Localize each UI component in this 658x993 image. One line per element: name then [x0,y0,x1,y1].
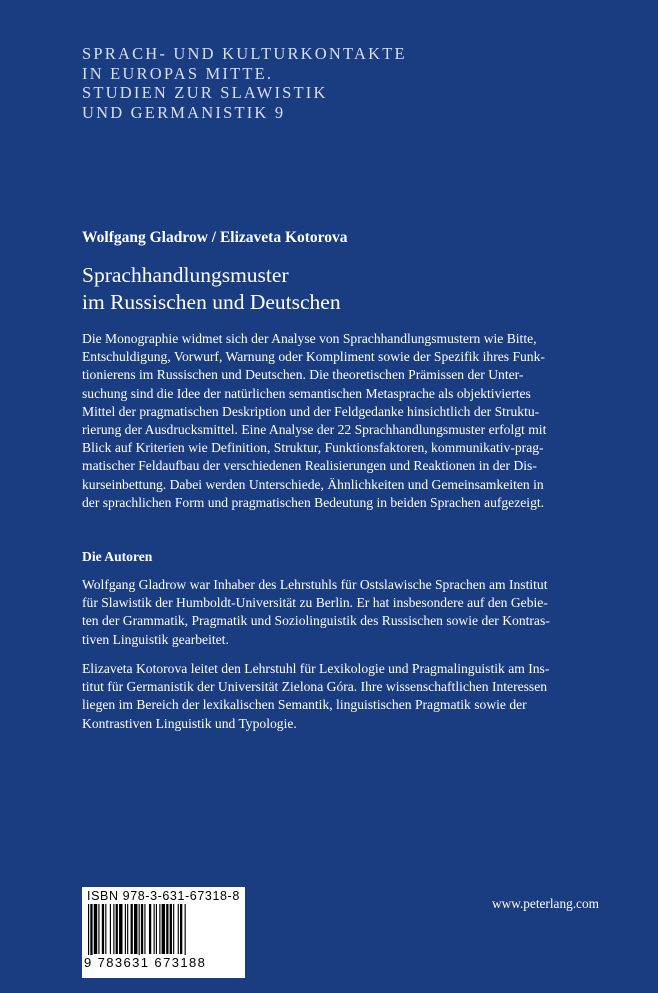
isbn-label: ISBN 978-3-631-67318-8 [87,889,240,903]
barcode-bar [125,904,126,954]
publisher-website: www.peterlang.com [492,896,599,911]
barcode-bar [127,904,128,954]
barcode-bar [113,904,114,954]
barcode-bar [170,904,172,954]
isbn-digits: 9 783631 673188 [84,955,207,970]
abstract-line: tionierens im Russischen und Deutschen. Die theoretischen Prämissen der Unter- [82,367,524,383]
barcode-bar [154,904,155,954]
barcode-bar [180,904,182,954]
title-line: Sprachhandlungsmuster [82,263,289,287]
bio-line: für Slawistik der Humboldt-Universität zu Berlin. Er hat insbesondere auf den Gebie- [82,595,548,611]
series-line: UND GERMANISTIK 9 [82,102,286,122]
barcode-bar [98,904,99,954]
abstract-paragraph [82,330,602,512]
barcode-bar [149,904,151,954]
barcode-bar [88,904,89,962]
barcode-bar [166,904,168,954]
series-line: STUDIEN ZUR SLAWISTIK [82,83,328,102]
bio-line: tiven Linguistik gearbeitet. [82,631,229,647]
abstract-line: Mittel der pragmatischen Deskription und der Feldgedanke hinsichtlich der Struktu- [82,403,540,419]
abstract-line: der sprachlichen Form und pragmatischen Bedeutung in beiden Sprachen aufgezeigt. [82,494,545,510]
book-authors: Wolfgang Gladrow / Elizaveta Kotorova [82,229,348,246]
abstract-line: suchung sind die Idee der natürlichen semantischen Metasprache als objektiviertes [82,385,531,401]
barcode-bar [173,904,174,954]
barcode-bar [90,904,92,962]
barcode-bar [102,904,104,954]
book-title [82,262,341,316]
barcode-bar [141,904,143,954]
bio-line: titut für Germanistik der Universität Zielona Góra. Ihre wissenschaftlichen Interessen [82,679,548,695]
series-line: SPRACH- UND KULTURKONTAKTE [82,44,407,63]
bio-line: Kontrastiven Linguistik und Typologie. [82,715,297,731]
abstract-line: Blick auf Kriterien wie Definition, Struktur, Funktionsfaktoren, kommunikativ-prag- [82,440,544,456]
isbn-barcode-box [82,887,245,978]
abstract-line: kurseinbettung. Dabei werden Unterschiede, Ähnlichkeiten und Gemeinsamkeiten in [82,476,544,492]
barcode-icon [84,904,243,962]
abstract-line: rierung der Ausdrucksmittel. Eine Analyse der 22 Sprachhandlungsmuster erfolgt mit [82,422,547,438]
barcode-bar [144,904,145,954]
author-bio-gladrow [82,576,602,649]
barcode-bar [159,904,160,954]
abstract-line: matischer Feldaufbau der verschiedenen Realisierungen und Reaktionen in der Dis- [82,458,537,474]
abstract-line: Entschuldigung, Vorwurf, Warnung oder Kompliment sowie der Spezifik ihres Funk- [82,349,545,365]
title-line: im Russischen und Deutschen [82,290,341,314]
barcode-bar [131,904,133,954]
barcode-bar [178,904,179,954]
bio-line: ten der Grammatik, Pragmatik und Soziolinguistik des Russischen sowie der Kontras- [82,613,550,629]
barcode-bar [156,904,157,954]
barcode-bar [185,904,186,962]
series-line: IN EUROPAS MITTE. [82,63,274,83]
barcode-bar [94,904,97,954]
author-bio-kotorova [82,660,602,733]
barcode-bar [119,904,122,954]
barcode-bar [116,904,118,954]
barcode-bar [105,904,106,954]
barcode-bar [139,904,140,962]
bio-line: liegen im Bereich der lexikalischen Semantik, linguistischen Pragmatik sowie der [82,697,527,713]
bio-line: Elizaveta Kotorova leitet den Lehrstuhl für Lexikologie und Pragmalinguistik am Ins- [82,661,550,676]
authors-heading: Die Autoren [82,549,153,564]
bio-line: Wolfgang Gladrow war Inhaber des Lehrstuhls für Ostslawische Sprachen am Institut [82,577,548,592]
barcode-bar [110,904,111,954]
barcode-bar [162,904,165,954]
series-title [82,44,582,122]
abstract-line: Die Monographie widmet sich der Analyse von Sprachhandlungsmustern wie Bitte, [82,331,537,346]
barcode-bar [134,904,137,954]
